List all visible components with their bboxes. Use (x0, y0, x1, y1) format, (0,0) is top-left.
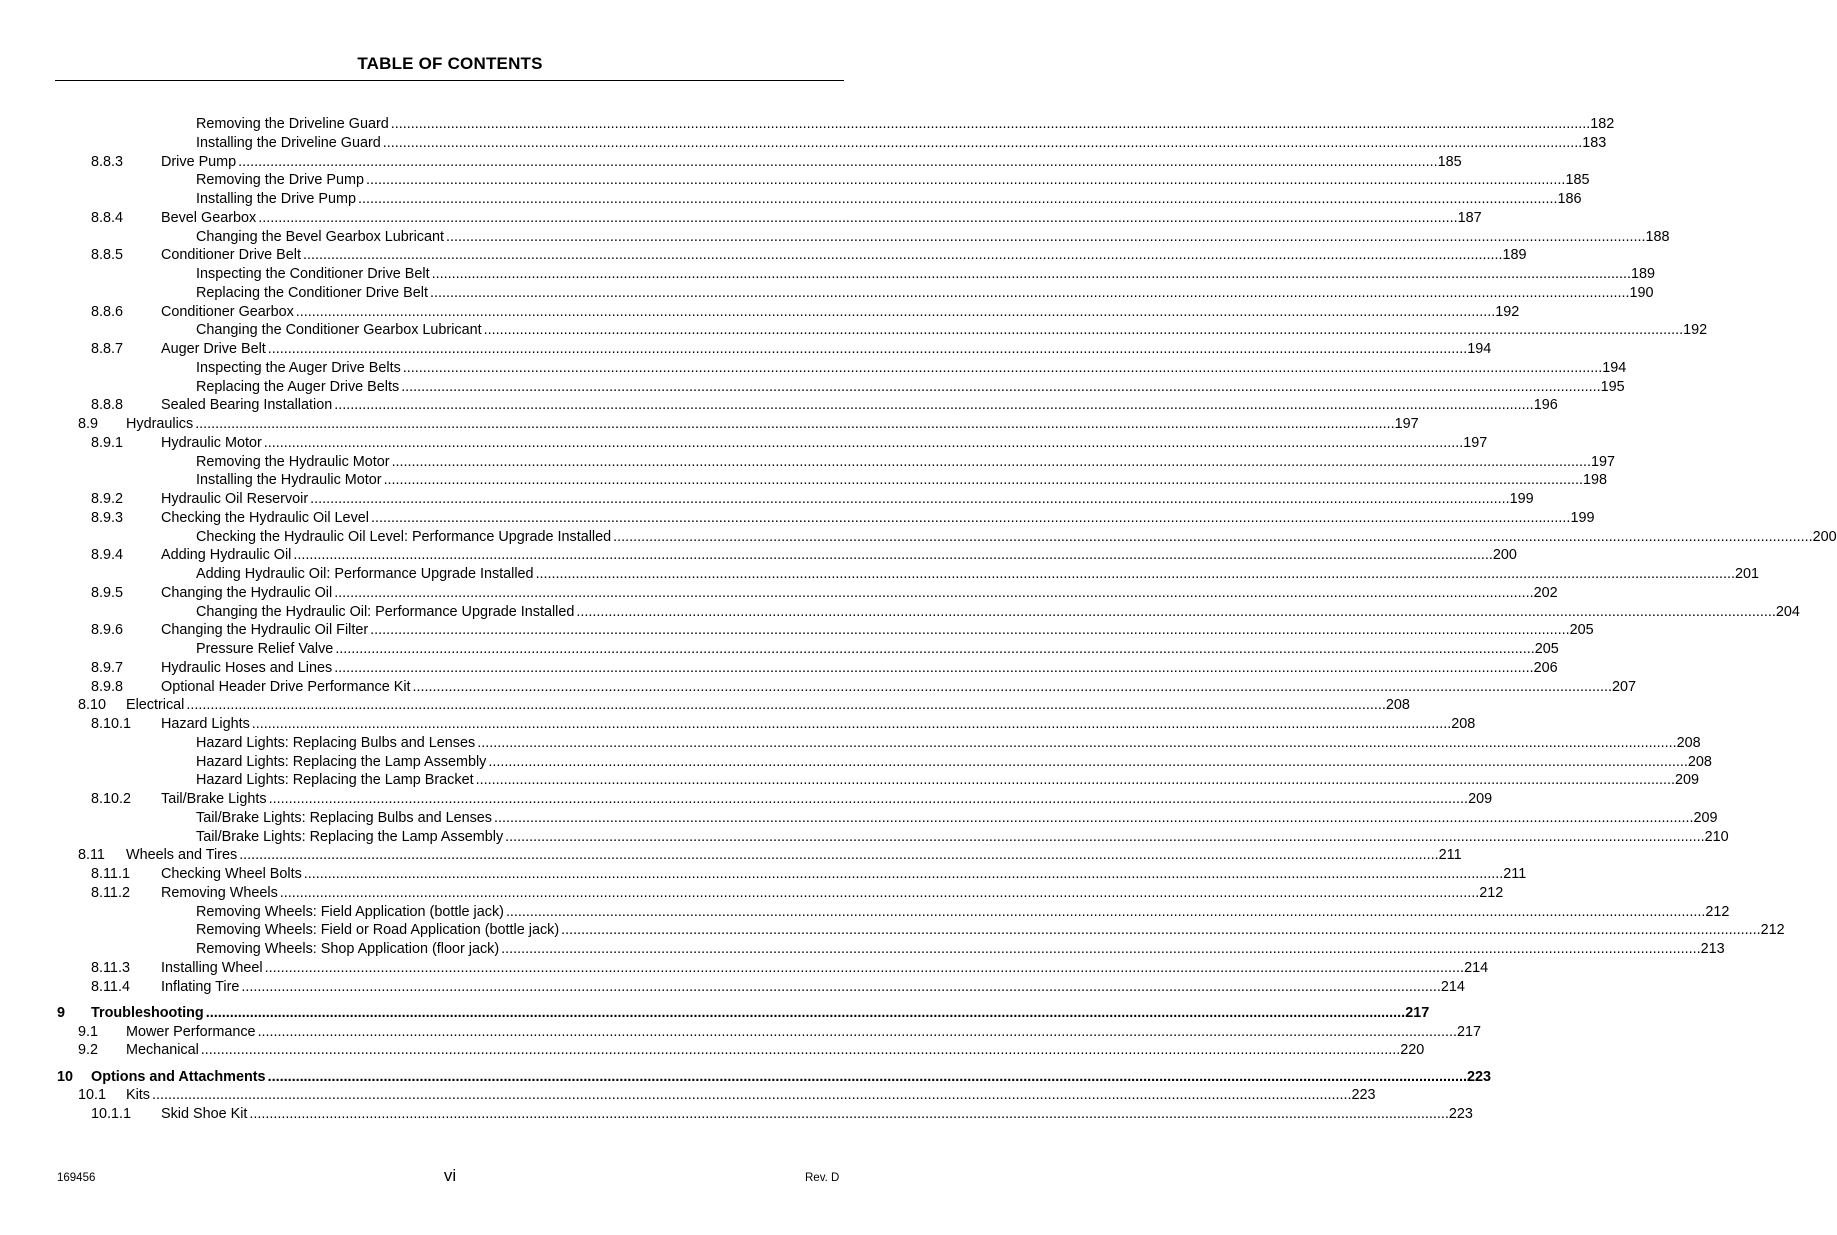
toc-entry[interactable] (161, 621, 1594, 639)
toc-entry-page: 197 (1591, 453, 1616, 470)
toc-entry-number: 8.8.4 (91, 209, 124, 226)
toc-entry-page: 196 (1533, 397, 1558, 414)
toc-entry[interactable] (196, 809, 1718, 827)
toc-entry[interactable] (196, 453, 1616, 471)
toc-entry-number: 8.10.1 (91, 716, 132, 732)
toc-leader-dots: ............................................................................................................................................................................................................................................................................................................ (279, 884, 1480, 901)
toc-leader-dots: ............................................................................................................................................................................................................................................................................................................ (357, 191, 1558, 207)
toc-entry[interactable] (161, 546, 1517, 564)
toc-entry-page: 202 (1533, 584, 1558, 601)
toc-entry-page: 214 (1464, 959, 1489, 976)
toc-entry-page: 186 (1557, 191, 1582, 207)
toc-entry-title: Pressure Relief Valve (196, 641, 334, 657)
toc-leader-dots: ............................................................................................................................................................................................................................................................................................................ (258, 209, 1458, 226)
toc-entry-number: 10.1 (78, 1087, 107, 1104)
toc-entry-page: 212 (1479, 884, 1504, 901)
toc-leader-dots: ............................................................................................................................................................................................................................................................................................................ (576, 603, 1776, 620)
toc-entry[interactable] (196, 115, 1615, 133)
toc-entry-title: Hazard Lights: Replacing the Lamp Assembly (196, 753, 487, 770)
toc-entry-title: Installing Wheel (161, 959, 263, 976)
toc-entry[interactable] (161, 865, 1527, 883)
toc-entry-title: Tail/Brake Lights: Replacing the Lamp Assembly (196, 828, 504, 845)
toc-entry-number: 8.11.4 (91, 978, 130, 995)
toc-entry-page: 194 (1602, 359, 1627, 376)
toc-entry-page: 212 (1760, 922, 1785, 939)
toc-leader-dots: ............................................................................................................................................................................................................................................................................................................ (401, 378, 1601, 395)
toc-entry-page: 208 (1385, 697, 1410, 714)
toc-entry-title: Adding Hydraulic Oil (161, 547, 292, 564)
toc-entry-title: Adding Hydraulic Oil: Performance Upgrade Installed (196, 566, 534, 582)
toc-entry-number: 8.9.7 (91, 659, 124, 676)
toc-entry-page: 209 (1675, 772, 1700, 789)
toc-entry-number: 8.8.3 (91, 153, 124, 170)
toc-leader-dots: ............................................................................................................................................................................................................................................................................................................ (205, 1004, 1406, 1021)
toc-entry-page: 213 (1700, 941, 1725, 957)
toc-entry-page: 220 (1400, 1042, 1425, 1059)
toc-entry-number: 8.9.5 (91, 584, 124, 601)
toc-leader-dots: ............................................................................................................................................................................................................................................................................................................ (370, 622, 1570, 639)
toc-entry[interactable] (161, 659, 1558, 677)
toc-entry-number: 8.10.2 (91, 791, 132, 807)
toc-entry[interactable] (161, 978, 1465, 996)
toc-entry-title: Installing the Drive Pump (196, 191, 356, 207)
toc-entry-page: 212 (1705, 903, 1730, 920)
toc-entry-page: 198 (1583, 472, 1608, 489)
toc-entry[interactable] (196, 321, 1708, 339)
toc-entry[interactable] (196, 640, 1559, 658)
toc-entry-page: 197 (1463, 434, 1488, 451)
toc-entry-title: Electrical (126, 697, 185, 714)
toc-entry-page: 206 (1533, 659, 1558, 676)
toc-leader-dots: ............................................................................................................................................................................................................................................................................................................ (267, 341, 1468, 357)
toc-entry-title: Removing Wheels: Field or Road Application (bottle jack) (196, 922, 560, 939)
toc-leader-dots: ............................................................................................................................................................................................................................................................................................................ (382, 134, 1583, 151)
toc-entry[interactable] (161, 246, 1527, 264)
toc-entry[interactable] (161, 490, 1534, 508)
toc-entry[interactable] (126, 415, 1419, 433)
toc-entry[interactable] (161, 790, 1493, 808)
toc-entry-title: Inspecting the Conditioner Drive Belt (196, 266, 430, 282)
toc-entry[interactable] (196, 378, 1625, 396)
toc-entry-page: 182 (1590, 116, 1615, 132)
toc-entry[interactable] (196, 228, 1670, 246)
toc-entry[interactable] (161, 434, 1488, 452)
toc-entry[interactable] (126, 1086, 1376, 1104)
toc-leader-dots: ............................................................................................................................................................................................................................................................................................................ (267, 1068, 1468, 1085)
toc-leader-dots: ............................................................................................................................................................................................................................................................................................................ (383, 472, 1584, 489)
toc-entry-page: 194 (1467, 341, 1492, 357)
toc-entry-title: Tail/Brake Lights (161, 791, 267, 807)
toc-leader-dots: ............................................................................................................................................................................................................................................................................................................ (505, 828, 1705, 845)
toc-entry-title: Installing the Driveline Guard (196, 134, 381, 151)
toc-leader-dots: ............................................................................................................................................................................................................................................................................................................ (365, 172, 1566, 189)
toc-entry-page: 205 (1569, 622, 1594, 639)
toc-entry-page: 183 (1582, 134, 1607, 151)
toc-entry-title: Removing the Hydraulic Motor (196, 453, 390, 470)
toc-entry-title: Checking the Hydraulic Oil Level (161, 509, 369, 526)
toc-entry-title: Removing Wheels: Field Application (bottle jack) (196, 903, 504, 920)
toc-entry-page: 223 (1467, 1068, 1492, 1085)
toc-entry[interactable] (196, 359, 1627, 377)
toc-entry[interactable] (126, 696, 1410, 714)
toc-leader-dots: ............................................................................................................................................................................................................................................................................................................ (493, 809, 1694, 826)
toc-entry-number: 8.10 (78, 697, 107, 714)
toc-leader-dots: ............................................................................................................................................................................................................................................................................................................ (370, 509, 1571, 526)
toc-entry-title: Kits (126, 1087, 150, 1104)
toc-entry-title: Inspecting the Auger Drive Belts (196, 359, 401, 376)
toc-entry-title: Inflating Tire (161, 978, 240, 995)
toc-entry[interactable] (196, 940, 1725, 958)
toc-entry[interactable] (161, 509, 1595, 527)
toc-entry-title: Auger Drive Belt (161, 341, 266, 357)
toc-entry-number: 9.1 (78, 1023, 99, 1040)
toc-entry-page: 223 (1351, 1087, 1376, 1104)
toc-entry[interactable] (196, 284, 1654, 302)
toc-entry-number: 9.2 (78, 1042, 99, 1059)
revision: Rev. D (805, 1172, 840, 1184)
toc-entry[interactable] (196, 134, 1607, 152)
toc-entry-number: 8.9.3 (91, 509, 124, 526)
toc-leader-dots: ............................................................................................................................................................................................................................................................................................................ (293, 547, 1493, 564)
toc-entry-number: 8.9.4 (91, 547, 124, 564)
toc-entry[interactable] (161, 678, 1637, 696)
toc-entry-title: Bevel Gearbox (161, 209, 257, 226)
toc-leader-dots: ............................................................................................................................................................................................................................................................................................................ (561, 922, 1761, 939)
toc-leader-dots: ............................................................................................................................................................................................................................................................................................................ (475, 772, 1676, 789)
toc-entry[interactable] (196, 921, 1785, 939)
toc-entry-title: Skid Shoe Kit (161, 1106, 248, 1122)
toc-entry-title: Sealed Bearing Installation (161, 397, 333, 414)
toc-entry-page: 190 (1629, 284, 1654, 301)
toc-entry-page: 199 (1509, 491, 1534, 507)
toc-entry[interactable] (196, 903, 1730, 921)
toc-entry-title: Changing the Hydraulic Oil: Performance Upgrade Installed (196, 603, 575, 620)
toc-entry-page: 201 (1735, 566, 1760, 582)
toc-leader-dots: ............................................................................................................................................................................................................................................................................................................ (295, 303, 1496, 320)
toc-entry-title: Mower Performance (126, 1023, 256, 1040)
toc-leader-dots: ............................................................................................................................................................................................................................................................................................................ (302, 247, 1503, 264)
toc-entry-title: Removing the Driveline Guard (196, 116, 389, 132)
toc-entry[interactable] (91, 1068, 1492, 1086)
toc-entry[interactable] (196, 734, 1701, 752)
toc-leader-dots: ............................................................................................................................................................................................................................................................................................................ (334, 397, 1534, 414)
toc-entry-title: Changing the Hydraulic Oil (161, 584, 333, 601)
toc-entry-title: Conditioner Gearbox (161, 303, 294, 320)
toc-entry[interactable] (196, 528, 1837, 546)
toc-leader-dots: ............................................................................................................................................................................................................................................................................................................ (303, 866, 1504, 882)
doc-number: 169456 (57, 1172, 96, 1184)
toc-entry-number: 8.9.1 (91, 434, 124, 451)
toc-entry-page: 211 (1438, 847, 1462, 864)
toc-entry[interactable] (161, 584, 1558, 602)
page-number: vi (443, 1166, 457, 1185)
toc-entry-number: 8.8.7 (91, 341, 124, 357)
toc-entry-page: 199 (1570, 509, 1595, 526)
toc-entry-title: Removing Wheels (161, 884, 278, 901)
toc-entry-page: 205 (1534, 641, 1559, 657)
page-title: TABLE OF CONTENTS (357, 54, 543, 73)
toc-entry[interactable] (161, 303, 1520, 321)
toc-entry-title: Checking Wheel Bolts (161, 866, 302, 882)
toc-entry-page: 189 (1631, 266, 1656, 282)
toc-leader-dots: ............................................................................................................................................................................................................................................................................................................ (186, 697, 1386, 714)
toc-leader-dots: ............................................................................................................................................................................................................................................................................................................ (334, 584, 1534, 601)
toc-entry-title: Changing the Conditioner Gearbox Lubricant (196, 322, 482, 339)
toc-leader-dots: ............................................................................................................................................................................................................................................................................................................ (249, 1106, 1449, 1122)
toc-entry-title: Wheels and Tires (126, 847, 238, 864)
toc-entry-title: Mechanical (126, 1042, 199, 1059)
toc-entry-page: 209 (1468, 791, 1493, 807)
toc-leader-dots: ............................................................................................................................................................................................................................................................................................................ (488, 753, 1688, 770)
toc-entry-page: 208 (1687, 753, 1712, 770)
toc-leader-dots: ............................................................................................................................................................................................................................................................................................................ (195, 416, 1395, 432)
toc-entry-title: Conditioner Drive Belt (161, 247, 301, 264)
toc-entry-title: Replacing the Auger Drive Belts (196, 378, 400, 395)
toc-leader-dots: ............................................................................................................................................................................................................................................................................................................ (152, 1087, 1352, 1104)
toc-leader-dots: ............................................................................................................................................................................................................................................................................................................ (613, 528, 1813, 545)
toc-entry-number: 8.11.1 (91, 866, 130, 882)
toc-entry-title: Drive Pump (161, 153, 237, 170)
toc-entry-page: 200 (1492, 547, 1517, 564)
toc-entry-page: 209 (1693, 809, 1718, 826)
toc-entry-number: 10.1.1 (91, 1106, 132, 1122)
toc-entry-title: Hydraulics (126, 416, 194, 432)
toc-entry-title: Replacing the Conditioner Drive Belt (196, 284, 428, 301)
toc-leader-dots: ............................................................................................................................................................................................................................................................................................................ (200, 1042, 1401, 1059)
toc-entry-title: Hazard Lights: Replacing Bulbs and Lenses (196, 734, 476, 751)
toc-entry-page: 208 (1676, 734, 1701, 751)
toc-leader-dots: ............................................................................................................................................................................................................................................................................................................ (483, 322, 1684, 339)
toc-entry-page: 208 (1451, 716, 1476, 732)
toc-leader-dots: ............................................................................................................................................................................................................................................................................................................ (264, 959, 1465, 976)
toc-leader-dots: ............................................................................................................................................................................................................................................................................................................ (239, 847, 1439, 864)
toc-entry-page: 207 (1612, 678, 1637, 695)
toc-leader-dots: ............................................................................................................................................................................................................................................................................................................ (263, 434, 1464, 451)
toc-entry-page: 211 (1503, 866, 1527, 882)
toc-entry[interactable] (196, 265, 1656, 283)
toc-entry-number: 9 (57, 1004, 66, 1021)
toc-entry[interactable] (161, 209, 1482, 227)
toc-leader-dots: ............................................................................................................................................................................................................................................................................................................ (335, 641, 1535, 657)
toc-entry[interactable] (161, 153, 1462, 171)
toc-entry-title: Hazard Lights (161, 716, 250, 732)
toc-entry-title: Hydraulic Motor (161, 434, 262, 451)
toc-entry-page: 192 (1495, 303, 1520, 320)
toc-leader-dots: ............................................................................................................................................................................................................................................................................................................ (310, 491, 1510, 507)
toc-leader-dots: ............................................................................................................................................................................................................................................................................................................ (238, 153, 1438, 170)
toc-entry-number: 8.8.8 (91, 397, 124, 414)
toc-entry-page: 187 (1457, 209, 1482, 226)
toc-entry[interactable] (196, 771, 1700, 789)
toc-entry-number: 8.11.3 (91, 959, 130, 976)
toc-leader-dots: ............................................................................................................................................................................................................................................................................................................ (535, 566, 1736, 582)
toc-entry-page: 185 (1565, 172, 1590, 189)
toc-leader-dots: ............................................................................................................................................................................................................................................................................................................ (334, 659, 1534, 676)
toc-entry-title: Removing Wheels: Shop Application (floor jack) (196, 941, 500, 957)
toc-leader-dots: ............................................................................................................................................................................................................................................................................................................ (505, 903, 1706, 920)
toc-entry-page: 223 (1448, 1106, 1473, 1122)
toc-entry-title: Optional Header Drive Performance Kit (161, 678, 411, 695)
toc-entry[interactable] (126, 1041, 1425, 1059)
toc-leader-dots: ............................................................................................................................................................................................................................................................................................................ (390, 116, 1591, 132)
toc-entry-title: Changing the Bevel Gearbox Lubricant (196, 228, 444, 245)
toc-entry[interactable] (161, 340, 1492, 358)
toc-leader-dots: ............................................................................................................................................................................................................................................................................................................ (268, 791, 1469, 807)
toc-leader-dots: ............................................................................................................................................................................................................................................................................................................ (446, 228, 1646, 245)
toc-entry[interactable] (126, 846, 1462, 864)
toc-entry[interactable] (196, 565, 1760, 583)
toc-entry-page: 189 (1502, 247, 1527, 264)
toc-leader-dots: ............................................................................................................................................................................................................................................................................................................ (501, 941, 1701, 957)
toc-entry-title: Hydraulic Hoses and Lines (161, 659, 333, 676)
toc-entry-number: 8.8.6 (91, 303, 124, 320)
toc-entry[interactable] (196, 603, 1800, 621)
toc-entry-page: 217 (1405, 1004, 1430, 1021)
toc-leader-dots: ............................................................................................................................................................................................................................................................................................................ (391, 453, 1592, 470)
toc-entry[interactable] (161, 1105, 1473, 1123)
toc-entry-number: 10 (57, 1068, 74, 1085)
toc-leader-dots: ............................................................................................................................................................................................................................................................................................................ (412, 678, 1613, 695)
toc-entry[interactable] (196, 171, 1590, 189)
toc-entry-number: 8.11 (78, 847, 105, 864)
toc-entry-page: 197 (1394, 416, 1419, 432)
toc-leader-dots: ............................................................................................................................................................................................................................................................................................................ (477, 734, 1677, 751)
toc-entry-number: 8.9.2 (91, 491, 124, 507)
toc-entry-page: 185 (1437, 153, 1462, 170)
toc-entry-page: 200 (1812, 528, 1837, 545)
toc-entry-number: 8.9.6 (91, 622, 124, 639)
toc-leader-dots: ............................................................................................................................................................................................................................................................................................................ (251, 716, 1452, 732)
toc-entry-number: 8.11.2 (91, 884, 130, 901)
toc-entry-title: Changing the Hydraulic Oil Filter (161, 622, 369, 639)
toc-leader-dots: ............................................................................................................................................................................................................................................................................................................ (241, 978, 1441, 995)
toc-leader-dots: ............................................................................................................................................................................................................................................................................................................ (257, 1023, 1458, 1040)
toc-entry[interactable] (91, 1004, 1430, 1022)
toc-leader-dots: ............................................................................................................................................................................................................................................................................................................ (431, 266, 1632, 282)
toc-leader-dots: ............................................................................................................................................................................................................................................................................................................ (402, 359, 1603, 376)
toc-entry-title: Checking the Hydraulic Oil Level: Performance Upgrade Installed (196, 528, 612, 545)
toc-entry-title: Tail/Brake Lights: Replacing Bulbs and Lenses (196, 809, 492, 826)
toc-entry[interactable] (196, 753, 1712, 771)
toc-entry-title: Hydraulic Oil Reservoir (161, 491, 309, 507)
toc-entry[interactable] (196, 828, 1729, 846)
toc-entry-number: 8.8.5 (91, 247, 124, 264)
toc-entry-page: 214 (1440, 978, 1465, 995)
toc-entry-title: Options and Attachments (91, 1068, 266, 1085)
toc-entry[interactable] (126, 1023, 1482, 1041)
toc-entry-page: 217 (1457, 1023, 1482, 1040)
toc-entry[interactable] (161, 715, 1476, 733)
toc-entry[interactable] (161, 884, 1504, 902)
toc-entry-page: 188 (1645, 228, 1670, 245)
toc-entry[interactable] (196, 471, 1608, 489)
toc-entry-page: 210 (1704, 828, 1729, 845)
toc-entry-page: 195 (1600, 378, 1625, 395)
toc-entry[interactable] (161, 396, 1558, 414)
toc-entry-title: Troubleshooting (91, 1004, 204, 1021)
toc-entry-title: Hazard Lights: Replacing the Lamp Bracket (196, 772, 474, 789)
toc-entry-title: Installing the Hydraulic Motor (196, 472, 382, 489)
toc-leader-dots: ............................................................................................................................................................................................................................................................................................................ (429, 284, 1630, 301)
toc-entry-title: Removing the Drive Pump (196, 172, 364, 189)
toc-entry-page: 204 (1775, 603, 1800, 620)
toc-entry[interactable] (196, 190, 1582, 208)
toc-entry[interactable] (161, 959, 1489, 977)
toc-entry-number: 8.9 (78, 416, 99, 432)
toc-entry-number: 8.9.8 (91, 678, 124, 695)
toc-entry-page: 192 (1683, 322, 1708, 339)
